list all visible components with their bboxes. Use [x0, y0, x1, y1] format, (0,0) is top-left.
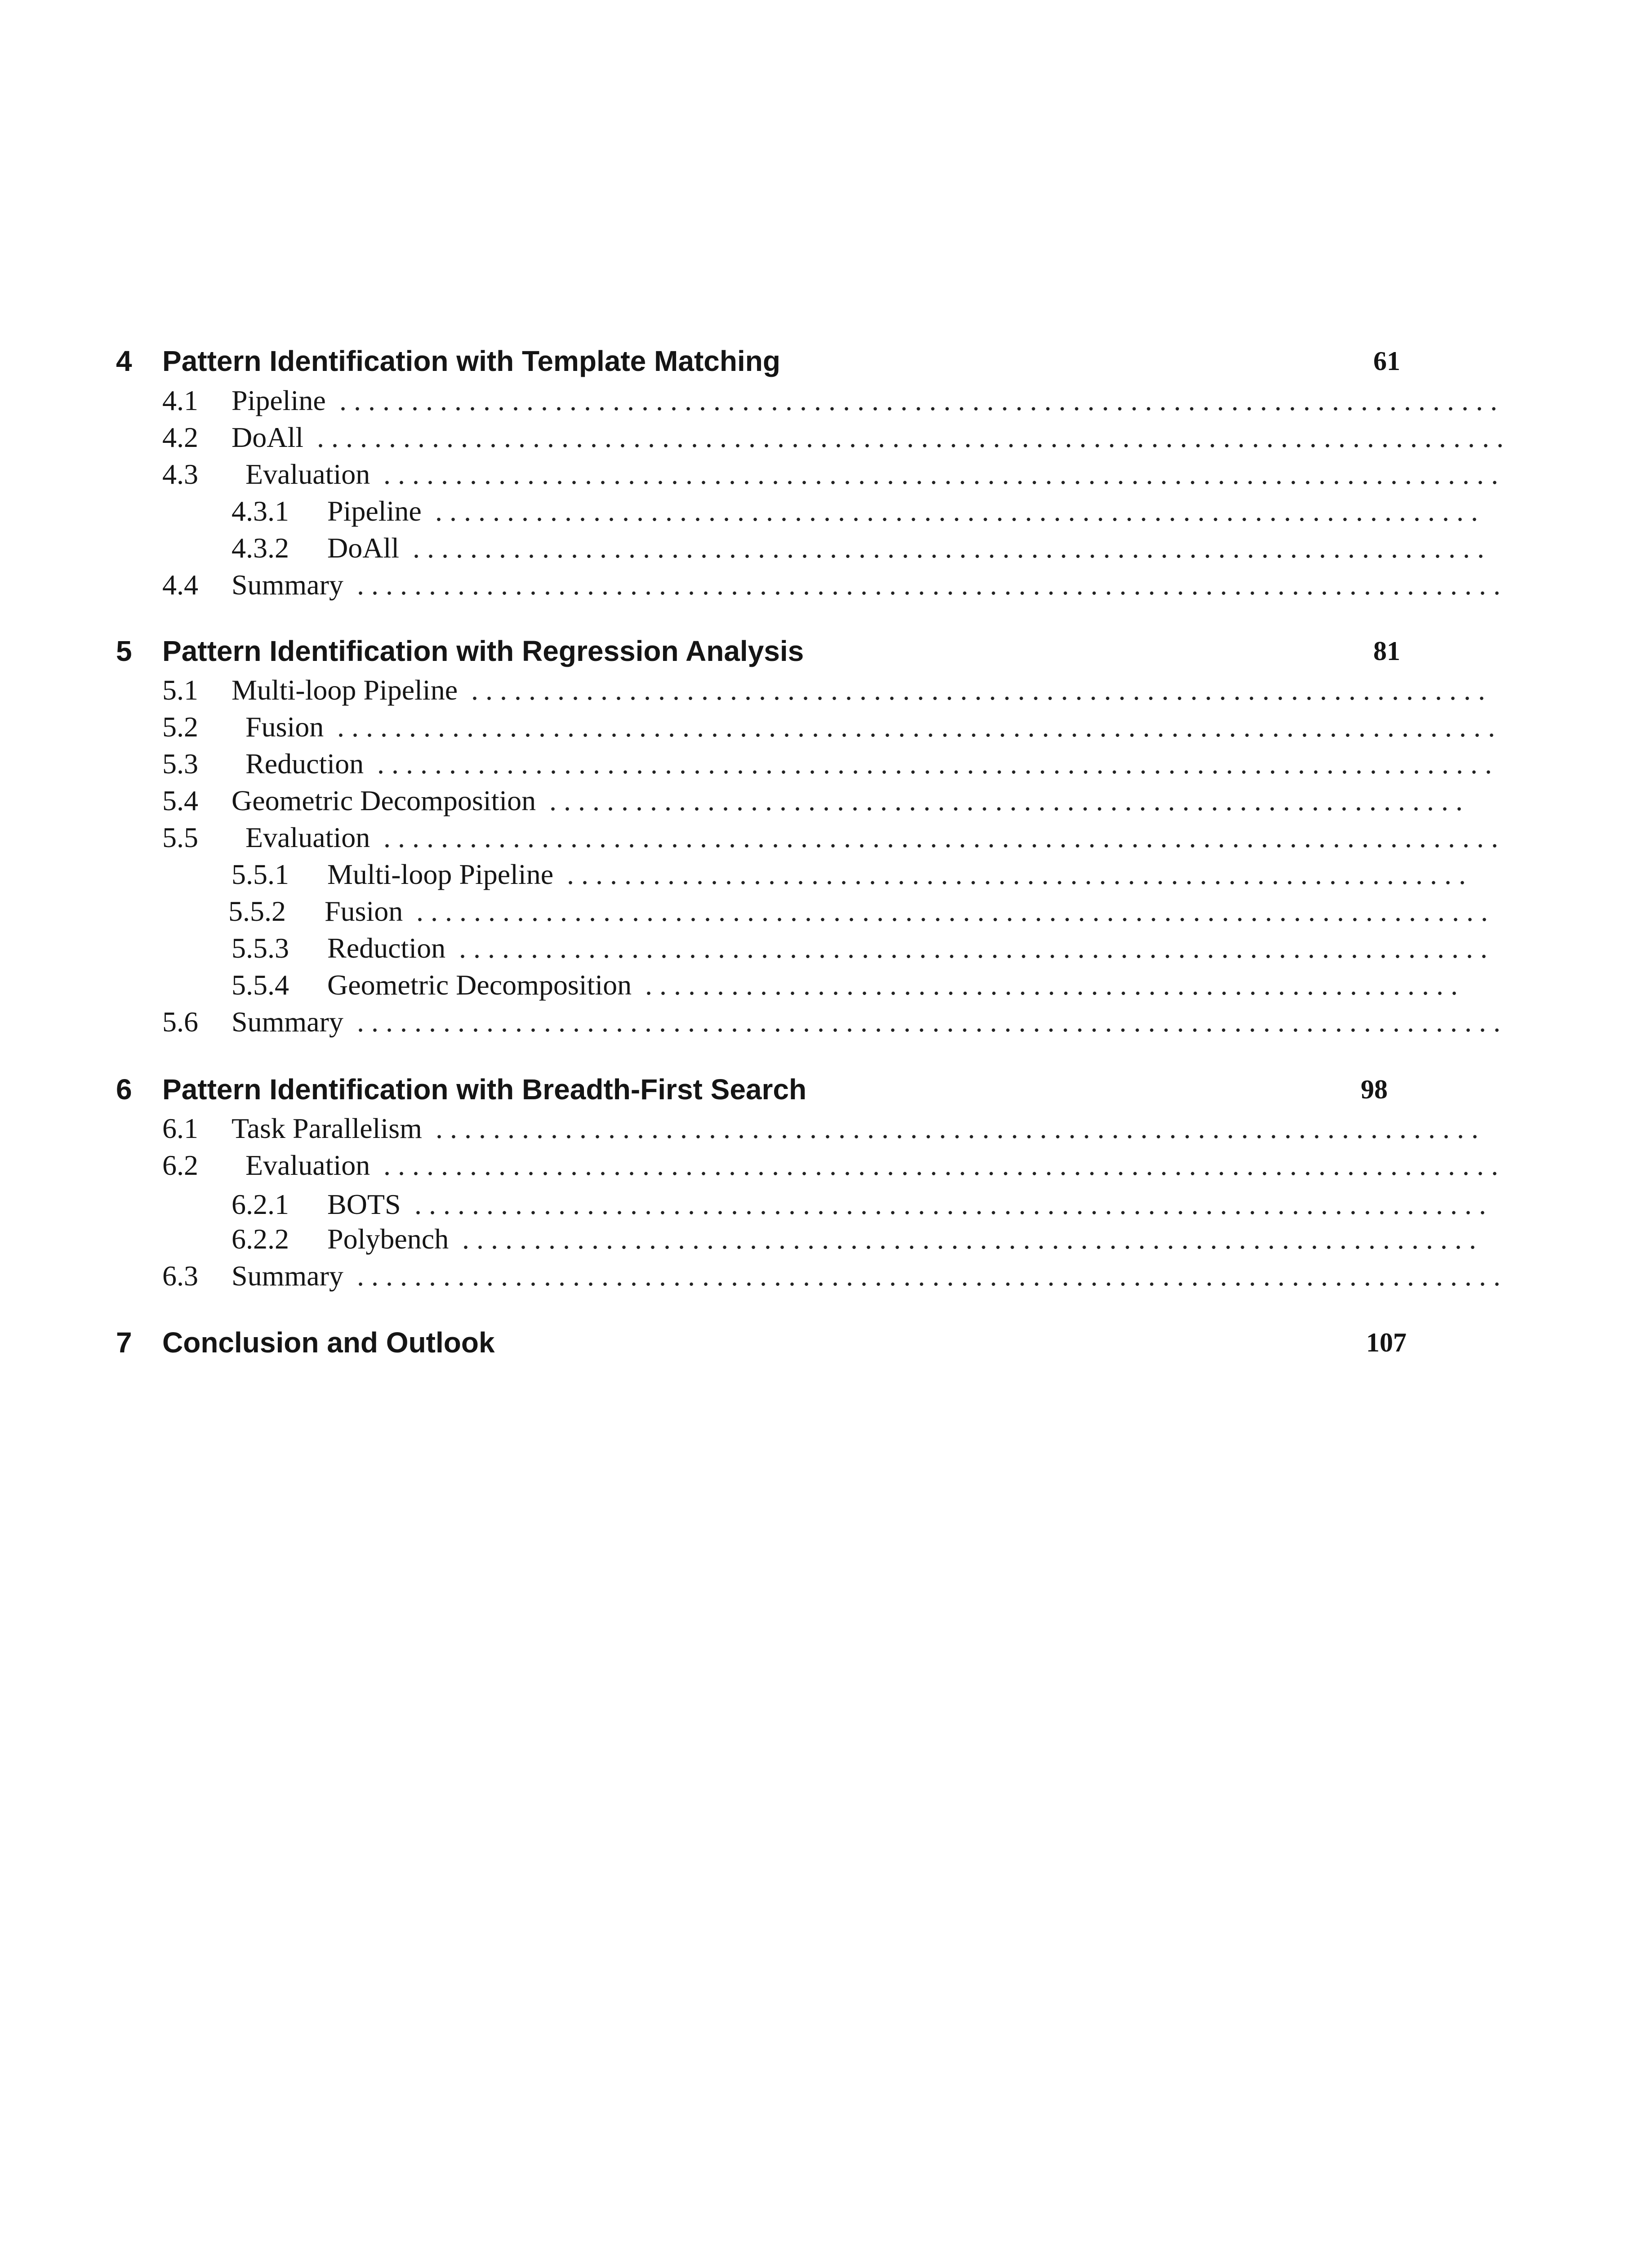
toc-chapter-7[interactable]: [0, 1322, 1652, 1363]
dot-leader: . . . . . . . . . . . . . . . . . . . . . . . . . . . . . . . . . . . . . . . . . . . . . . . . . . . . . . . . . . . . . . . . . . . . . . .: [462, 1223, 1476, 1255]
section-title: Evaluation: [245, 821, 370, 853]
section-title: Task Parallelism: [232, 1112, 422, 1144]
chapter-page-number: 81: [1373, 636, 1400, 666]
section-title: Evaluation: [245, 458, 370, 490]
section-title: Multi-loop Pipeline: [232, 674, 458, 706]
subsection-title: BOTS: [327, 1188, 401, 1220]
chapter-number: 5: [116, 635, 132, 667]
section-number: 6.1: [162, 1112, 198, 1144]
toc-entry-4-2[interactable]: [0, 419, 1652, 456]
section-number: 4.1: [162, 384, 198, 416]
chapter-title: Pattern Identification with Regression Analysis: [162, 635, 804, 667]
toc-entry-4-1[interactable]: [0, 382, 1652, 419]
toc-entry-5-5[interactable]: [0, 819, 1652, 856]
dot-leader: . . . . . . . . . . . . . . . . . . . . . . . . . . . . . . . . . . . . . . . . . . . . . . . . . . . . . . . . . . . . . . . . . . . . . . . . . . . . . . . .: [357, 1006, 1501, 1038]
chapter-title: Pattern Identification with Template Matching: [162, 345, 780, 377]
toc-entry-5-2[interactable]: [0, 709, 1652, 745]
toc-entry-6-2-1[interactable]: [0, 1186, 1652, 1223]
chapter-page-number: 98: [1361, 1075, 1388, 1104]
section-number: 5.4: [162, 785, 198, 816]
dot-leader: . . . . . . . . . . . . . . . . . . . . . . . . . . . . . . . . . . . . . . . . . . . . . . . . . . . . . . . . . . . . . . .: [567, 858, 1466, 890]
toc-chapter-5[interactable]: [0, 631, 1652, 671]
section-number: 6.2: [162, 1149, 198, 1181]
section-number: 5.1: [162, 674, 198, 706]
toc-entry-5-6[interactable]: [0, 1004, 1652, 1040]
toc-entry-6-3[interactable]: [0, 1258, 1652, 1294]
dot-leader: . . . . . . . . . . . . . . . . . . . . . . . . . . . . . . . . . . . . . . . . . . . . . . . . . . . . . . . . . . . . . . . . . . . . . . . . . . .: [413, 532, 1484, 564]
section-title: Summary: [232, 1006, 343, 1038]
section-title: Fusion: [245, 711, 324, 743]
subsection-number: 5.5.1: [232, 858, 289, 890]
chapter-title: Pattern Identification with Breadth-First Search: [162, 1073, 807, 1106]
section-title: Evaluation: [245, 1149, 370, 1181]
subsection-number: 5.5.2: [228, 895, 286, 927]
section-number: 5.2: [162, 711, 198, 743]
section-number: 5.6: [162, 1006, 198, 1038]
section-title: Geometric Decomposition: [232, 785, 536, 816]
dot-leader: . . . . . . . . . . . . . . . . . . . . . . . . . . . . . . . . . . . . . . . . . . . . . . . . . . . . . . . . .: [645, 969, 1458, 1001]
section-title: Reduction: [245, 748, 364, 780]
toc-entry-5-5-3[interactable]: [0, 930, 1652, 967]
dot-leader: . . . . . . . . . . . . . . . . . . . . . . . . . . . . . . . . . . . . . . . . . . . . . . . . . . . . . . . . . . . . . . . . . . . . . . . . . . . . . . . . .: [337, 711, 1495, 743]
subsection-number: 6.2.2: [232, 1223, 289, 1255]
section-title: Summary: [232, 569, 343, 601]
dot-leader: . . . . . . . . . . . . . . . . . . . . . . . . . . . . . . . . . . . . . . . . . . . . . . . . . . . . . . . . . . . . . . . . . . . . . . . . . . . . . .: [383, 821, 1498, 853]
toc-entry-4-3-2[interactable]: [0, 530, 1652, 566]
dot-leader: . . . . . . . . . . . . . . . . . . . . . . . . . . . . . . . . . . . . . . . . . . . . . . . . . . . . . . . . . . . . . . . . . . . . . . . . . . . . . . . . .: [339, 384, 1497, 416]
subsection-number: 6.2.1: [232, 1188, 289, 1220]
dot-leader: . . . . . . . . . . . . . . . . . . . . . . . . . . . . . . . . . . . . . . . . . . . . . . . . . . . . . . . . . . . . . . . . . . . . . . . . . . . . . . . .: [357, 1260, 1501, 1292]
dot-leader: . . . . . . . . . . . . . . . . . . . . . . . . . . . . . . . . . . . . . . . . . . . . . . . . . . . . . . . . . . . . . . . . . . . . . . . .: [459, 932, 1487, 964]
toc-chapter-4[interactable]: [0, 341, 1652, 381]
chapter-number: 6: [116, 1073, 132, 1106]
subsection-number: 4.3.2: [232, 532, 289, 564]
subsection-number: 5.5.3: [232, 932, 289, 964]
toc-entry-5-3[interactable]: [0, 745, 1652, 782]
toc-entry-4-3-1[interactable]: [0, 493, 1652, 530]
subsection-title: Multi-loop Pipeline: [327, 858, 554, 890]
chapter-page-number: 61: [1373, 346, 1400, 376]
toc-entry-6-1[interactable]: [0, 1110, 1652, 1147]
toc-entry-6-2-2[interactable]: [0, 1221, 1652, 1258]
subsection-title: Fusion: [325, 895, 403, 927]
dot-leader: . . . . . . . . . . . . . . . . . . . . . . . . . . . . . . . . . . . . . . . . . . . . . . . . . . . . . . . . . . . . . . . . . . . . . . . . .: [436, 1112, 1478, 1144]
section-number: 4.3: [162, 458, 198, 490]
toc-entry-5-5-2[interactable]: [0, 893, 1652, 930]
section-number: 5.3: [162, 748, 198, 780]
subsection-title: Reduction: [327, 932, 446, 964]
subsection-number: 5.5.4: [232, 969, 289, 1001]
section-number: 6.3: [162, 1260, 198, 1292]
section-number: 4.4: [162, 569, 198, 601]
toc-entry-6-2[interactable]: [0, 1147, 1652, 1184]
toc-chapter-6[interactable]: [0, 1069, 1652, 1110]
toc-entry-5-4[interactable]: [0, 782, 1652, 819]
dot-leader: . . . . . . . . . . . . . . . . . . . . . . . . . . . . . . . . . . . . . . . . . . . . . . . . . . . . . . . . . . . . . . . . . . . . . . . . .: [435, 495, 1478, 527]
dot-leader: . . . . . . . . . . . . . . . . . . . . . . . . . . . . . . . . . . . . . . . . . . . . . . . . . . . . . . . . . . . . . . . . . . . . . . . . . . . . . . . . . . .: [317, 421, 1504, 453]
subsection-title: Polybench: [327, 1223, 449, 1255]
dot-leader: . . . . . . . . . . . . . . . . . . . . . . . . . . . . . . . . . . . . . . . . . . . . . . . . . . . . . . . . . . . . . . . .: [549, 785, 1463, 816]
subsection-number: 4.3.1: [232, 495, 289, 527]
chapter-title: Conclusion and Outlook: [162, 1326, 495, 1359]
toc-entry-5-1[interactable]: [0, 672, 1652, 709]
section-number: 4.2: [162, 421, 198, 453]
dot-leader: . . . . . . . . . . . . . . . . . . . . . . . . . . . . . . . . . . . . . . . . . . . . . . . . . . . . . . . . . . . . . . . . . . . . . . . . . . . . . .: [383, 458, 1498, 490]
chapter-page-number: 107: [1366, 1328, 1407, 1357]
toc-entry-4-4[interactable]: [0, 566, 1652, 603]
chapter-number: 7: [116, 1326, 132, 1359]
toc-entry-4-3[interactable]: [0, 456, 1652, 493]
section-title: DoAll: [232, 421, 303, 453]
toc-entry-5-5-4[interactable]: [0, 967, 1652, 1004]
dot-leader: . . . . . . . . . . . . . . . . . . . . . . . . . . . . . . . . . . . . . . . . . . . . . . . . . . . . . . . . . . . . . . . . . . . . . . . . . . .: [414, 1188, 1486, 1220]
subsection-title: Pipeline: [327, 495, 422, 527]
dot-leader: . . . . . . . . . . . . . . . . . . . . . . . . . . . . . . . . . . . . . . . . . . . . . . . . . . . . . . . . . . . . . . . . . . . . . . . . . . . . . . . .: [357, 569, 1501, 601]
toc-entry-5-5-1[interactable]: [0, 856, 1652, 893]
dot-leader: . . . . . . . . . . . . . . . . . . . . . . . . . . . . . . . . . . . . . . . . . . . . . . . . . . . . . . . . . . . . . . . . . . . . . . . . . . .: [416, 895, 1488, 927]
section-number: 5.5: [162, 821, 198, 853]
chapter-number: 4: [116, 345, 132, 377]
dot-leader: . . . . . . . . . . . . . . . . . . . . . . . . . . . . . . . . . . . . . . . . . . . . . . . . . . . . . . . . . . . . . . . . . . . . . . . . . . . . . .: [383, 1149, 1498, 1181]
subsection-title: DoAll: [327, 532, 399, 564]
subsection-title: Geometric Decomposition: [327, 969, 632, 1001]
dot-leader: . . . . . . . . . . . . . . . . . . . . . . . . . . . . . . . . . . . . . . . . . . . . . . . . . . . . . . . . . . . . . . . . . . . . . . .: [471, 674, 1485, 706]
section-title: Pipeline: [232, 384, 326, 416]
section-title: Summary: [232, 1260, 343, 1292]
dot-leader: . . . . . . . . . . . . . . . . . . . . . . . . . . . . . . . . . . . . . . . . . . . . . . . . . . . . . . . . . . . . . . . . . . . . . . . . . . . . . .: [377, 748, 1492, 780]
